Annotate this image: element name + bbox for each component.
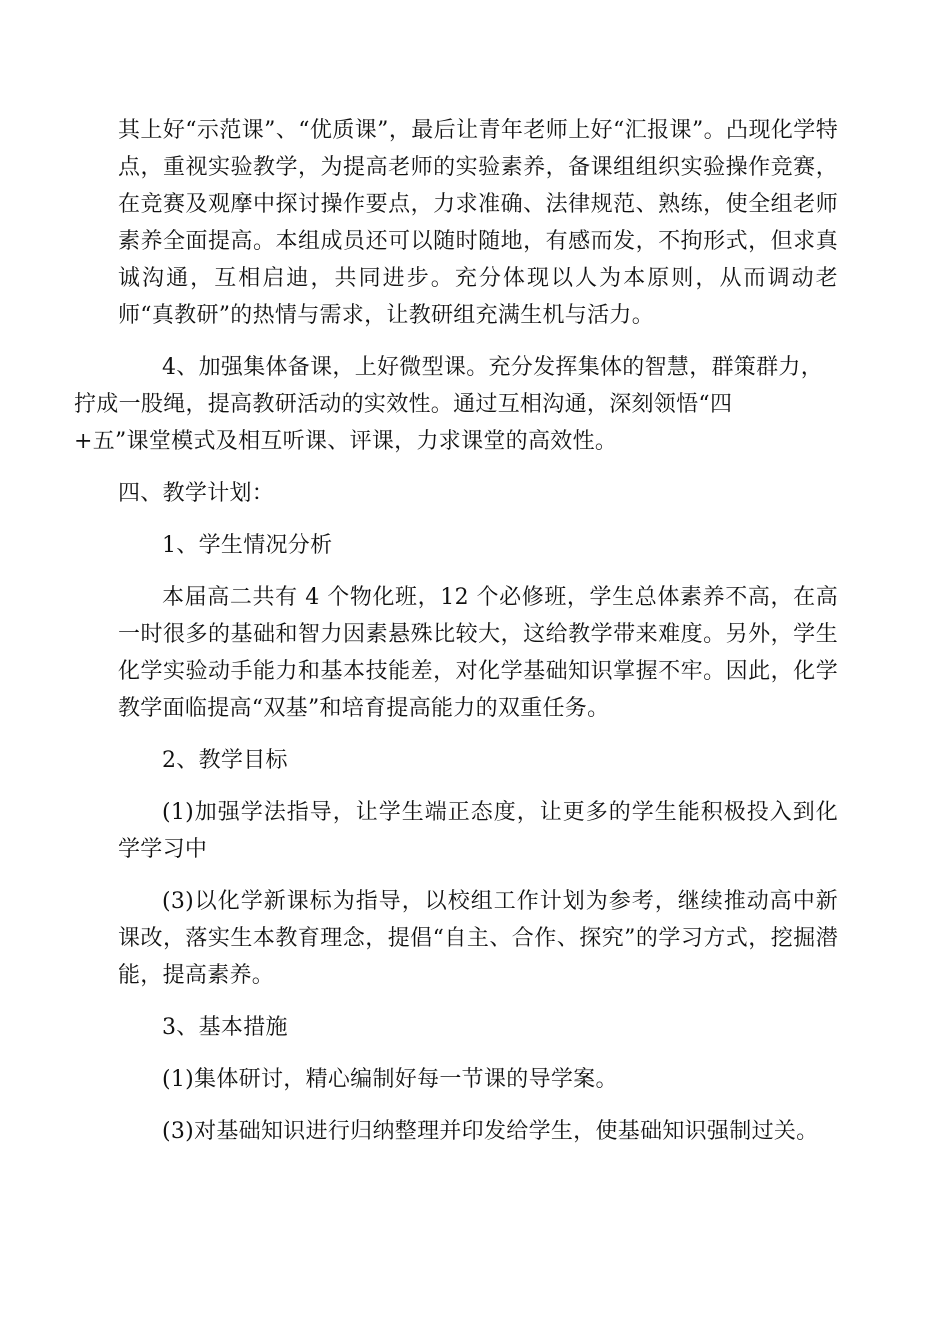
paragraph-line: 4、加强集体备课，上好微型课。充分发挥集体的智慧，群策群力， bbox=[162, 355, 823, 380]
list-item-measure-3: (3)对基础知识进行归纳整理并印发给学生，使基础知识强制过关。 bbox=[162, 1119, 819, 1144]
paragraph-student-analysis: 本届高二共有 4 个物化班，12 个必修班，学生总体素养不高，在高一时很多的基础和智力因素悬殊比较大，这给教学带来难度。另外，学生化学实验动手能力和基本技能差，对化学基础知识掌握不牢。因此，化学教学面临提高“双基”和培育提高能力的双重任务。 bbox=[118, 585, 838, 721]
subsection-title-student-analysis: 1、学生情况分析 bbox=[162, 533, 333, 558]
paragraph-line: 拧成一股绳，提高教研活动的实效性。通过互相沟通，深刻领悟“四 bbox=[74, 392, 733, 417]
list-item-measure-1: (1)集体研讨，精心编制好每一节课的导学案。 bbox=[162, 1067, 618, 1092]
paragraph-line: +五”课堂模式及相互听课、评课，力求课堂的高效性。 bbox=[74, 429, 618, 454]
subsection-title-teaching-goals: 2、教学目标 bbox=[162, 748, 288, 773]
paragraph-collective-lesson-prep bbox=[74, 349, 838, 460]
section-heading-teaching-plan: 四、教学计划： bbox=[118, 481, 275, 506]
paragraph-teaching-activities: 其上好“示范课”、“优质课”，最后让青年老师上好“汇报课”。凸现化学特点，重视实验教学，为提高老师的实验素养，备课组组织实验操作竞赛，在竞赛及观摩中探讨操作要点，力求准确、法律规范、熟练，使全组老师素养全面提高。本组成员还可以随时随地，有感而发，不拘形式，但求真诚沟通，互相启迪，共同进步。充分体现以人为本原则，从而调动老师“真教研”的热情与需求，让教研组充满生机与活力。 bbox=[118, 118, 838, 328]
subsection-title-basic-measures: 3、基本措施 bbox=[162, 1015, 288, 1040]
list-item-goal-1: (1)加强学法指导，让学生端正态度，让更多的学生能积极投入到化学学习中 bbox=[118, 800, 838, 862]
list-item-goal-3: (3)以化学新课标为指导，以校组工作计划为参考，继续推动高中新课改，落实生本教育理念，提倡“自主、合作、探究”的学习方式，挖掘潜能，提高素养。 bbox=[118, 889, 838, 988]
document-body bbox=[74, 112, 838, 1165]
